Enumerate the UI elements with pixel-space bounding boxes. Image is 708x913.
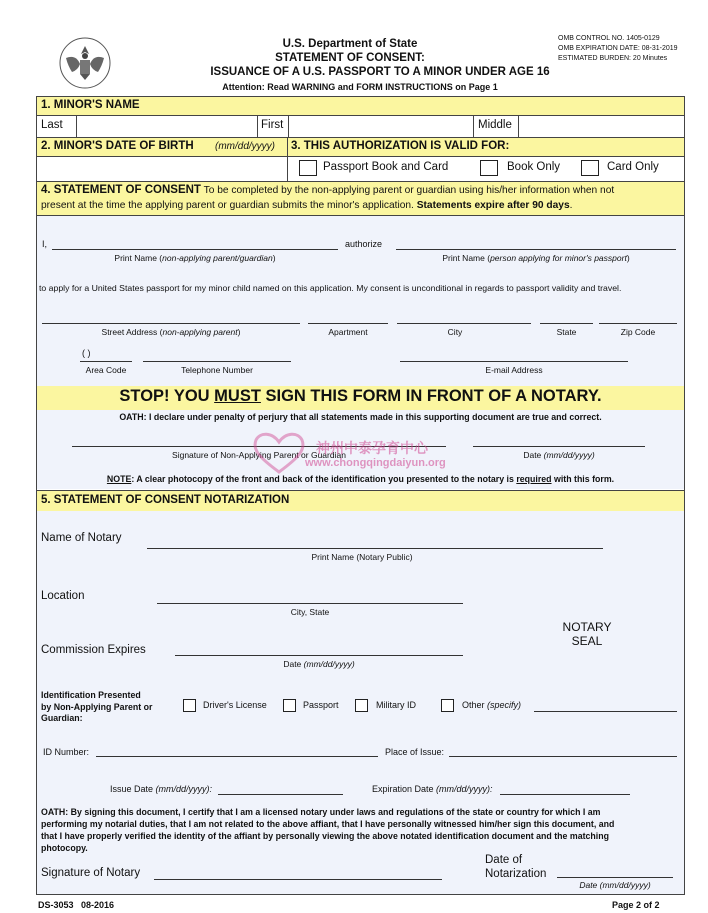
state-caption: State (556, 327, 577, 337)
section-4-desc-line2: present at the time the applying parent or guardian submits the minor's application. Statements expire after 90 days. (41, 200, 573, 211)
area-code-caption: Area Code (85, 365, 127, 375)
watermark-cn: 神州中泰孕育中心 (316, 440, 428, 456)
location-label: Location (41, 590, 85, 602)
place-of-issue-line[interactable] (449, 756, 677, 757)
passport-book-card-label: Passport Book and Card (323, 161, 449, 173)
form-number: DS-3053 08-2016 (38, 900, 115, 910)
header-title-1: STATEMENT OF CONSENT: (275, 52, 425, 64)
expiration-date-label: Expiration Date (mm/dd/yyyy): (372, 784, 493, 794)
nonapplying-date-caption: Date (mm/dd/yyyy) (523, 450, 595, 460)
notary-signature-line[interactable] (154, 879, 442, 880)
first-name-divider (257, 116, 258, 137)
middle-name-field[interactable] (518, 116, 685, 137)
header-dept: U.S. Department of State (282, 38, 418, 50)
city-state-caption: City, State (290, 607, 330, 617)
date-of-notarization-label: Date of Notarization (485, 854, 547, 880)
omb-expiration: OMB EXPIRATION DATE: 08-31-2019 (558, 45, 678, 52)
print-name-nonapplying-caption: Print Name (non-applying parent/guardian) (114, 253, 276, 263)
passport-id-checkbox[interactable] (283, 699, 296, 712)
consent-text: to apply for a United States passport for my minor child named on this application. My consent is unconditional in regards to passport validity and travel. (39, 283, 622, 293)
military-id-checkbox[interactable] (355, 699, 368, 712)
place-of-issue-label: Place of Issue: (385, 747, 445, 757)
omb-control: OMB CONTROL NO. 1405-0129 (558, 35, 660, 42)
other-id-label: Other (specify) (462, 700, 522, 710)
notary-name-line[interactable] (147, 548, 603, 549)
issue-date-label: Issue Date (mm/dd/yyyy): (110, 784, 213, 794)
dob-format: (mm/dd/yyyy) (215, 141, 275, 152)
other-id-specify-line[interactable] (534, 711, 677, 712)
card-only-checkbox[interactable] (581, 160, 599, 176)
book-only-checkbox[interactable] (480, 160, 498, 176)
section-1-title: 1. MINOR'S NAME (41, 99, 140, 111)
card-only-label: Card Only (607, 161, 659, 173)
id-number-line[interactable] (96, 756, 378, 757)
book-only-label: Book Only (507, 161, 561, 173)
zip-caption: Zip Code (620, 327, 656, 337)
street-address-line[interactable] (42, 323, 300, 324)
section-2-title: 2. MINOR'S DATE OF BIRTH (41, 140, 194, 152)
telephone-line[interactable] (143, 361, 291, 362)
military-id-label: Military ID (376, 700, 416, 710)
other-id-checkbox[interactable] (441, 699, 454, 712)
i-label: I, (42, 239, 48, 249)
section-5-title: 5. STATEMENT OF CONSENT NOTARIZATION (41, 494, 290, 506)
commission-date-caption: Date (mm/dd/yyyy) (283, 659, 355, 669)
notarization-date-caption: Date (mm/dd/yyyy) (579, 880, 651, 890)
drivers-license-checkbox[interactable] (183, 699, 196, 712)
middle-name-label: Middle (478, 119, 512, 131)
name-of-notary-label: Name of Notary (41, 532, 122, 544)
last-name-label: Last (41, 119, 63, 131)
note-line: NOTE: A clear photocopy of the front and back of the identification you presented to the notary is required with this form. (106, 474, 615, 484)
section-4-desc-line1 (41, 184, 681, 196)
notary-seal-label: NOTARY SEAL (562, 620, 612, 648)
nonapplying-date-line[interactable] (473, 446, 645, 447)
middle-name-divider (473, 116, 474, 137)
email-line[interactable] (400, 361, 628, 362)
header-title-2: ISSUANCE OF A U.S. PASSPORT TO A MINOR UNDER AGE 16 (210, 66, 550, 78)
city-caption: City (447, 327, 463, 337)
oath-nonapplying: OATH: I declare under penalty of perjury that all statements made in this supporting document are true and correct. (119, 412, 602, 422)
commission-expires-label: Commission Expires (41, 644, 146, 656)
print-name-applying-caption: Print Name (person applying for minor's passport) (442, 253, 630, 263)
state-line[interactable] (540, 323, 593, 324)
passport-book-card-checkbox[interactable] (299, 160, 317, 176)
first-name-field[interactable] (288, 116, 474, 137)
email-caption: E-mail Address (485, 365, 543, 375)
watermark-heart-icon (250, 430, 308, 474)
first-name-label: First (261, 119, 284, 131)
apartment-caption: Apartment (328, 327, 368, 337)
statements-expire: Statements expire after 90 days (416, 200, 570, 211)
passport-id-label: Passport (303, 700, 339, 710)
apartment-line[interactable] (308, 323, 388, 324)
area-code-parens[interactable]: ( ) (82, 348, 91, 358)
section-4-title: 4. STATEMENT OF CONSENT (41, 184, 201, 196)
id-presented-label: Identification Presented by Non-Applying Parent or Guardian: (41, 690, 153, 723)
commission-date-line[interactable] (175, 655, 463, 656)
nonapplying-name-line[interactable] (52, 249, 338, 250)
page-number: Page 2 of 2 (612, 900, 660, 910)
zip-line[interactable] (599, 323, 677, 324)
notarization-date-line[interactable] (557, 877, 673, 878)
drivers-license-label: Driver's License (203, 700, 267, 710)
header-attention: Attention: Read WARNING and FORM INSTRUCTIONS on Page 1 (222, 82, 498, 92)
issue-date-line[interactable] (218, 794, 343, 795)
stop-banner-text: STOP! YOU MUST SIGN THIS FORM IN FRONT OF A NOTARY. (119, 387, 602, 405)
notary-oath: OATH: By signing this document, I certify that I am a licensed notary under laws and regulations of the state or country for which I am performing my notarial duties, that I am not related to the above affiant, that I have personally witnessed him/her sign this document, and that I have properly verified the identity of the affiant by personally viewing the above notated identification document and the matching photocopy. (41, 807, 615, 853)
notary-name-caption: Print Name (Notary Public) (311, 552, 413, 562)
location-line[interactable] (157, 603, 463, 604)
telephone-caption: Telephone Number (181, 365, 253, 375)
city-line[interactable] (397, 323, 531, 324)
nonapplying-signature-caption: Signature of Non-Applying Parent or Guardian (172, 450, 346, 460)
authorize-label: authorize (345, 239, 383, 249)
section-divider-2-3 (287, 138, 288, 182)
section-4-desc: To be completed by the non-applying parent or guardian using his/her information when not (200, 185, 615, 196)
omb-burden: ESTIMATED BURDEN: 20 Minutes (558, 55, 668, 62)
watermark-url: www.chongqingdaiyun.org (305, 457, 446, 469)
area-code-line (80, 361, 132, 362)
us-seal-icon (58, 36, 112, 90)
id-number-label: ID Number: (43, 747, 90, 757)
dob-field[interactable] (37, 157, 287, 181)
expiration-date-line[interactable] (500, 794, 630, 795)
applying-person-name-line[interactable] (396, 249, 676, 250)
street-address-caption: Street Address (non-applying parent) (101, 327, 241, 337)
signature-of-notary-label: Signature of Notary (41, 867, 141, 879)
last-name-field[interactable] (76, 116, 258, 137)
section-3-title: 3. THIS AUTHORIZATION IS VALID FOR: (291, 140, 510, 152)
